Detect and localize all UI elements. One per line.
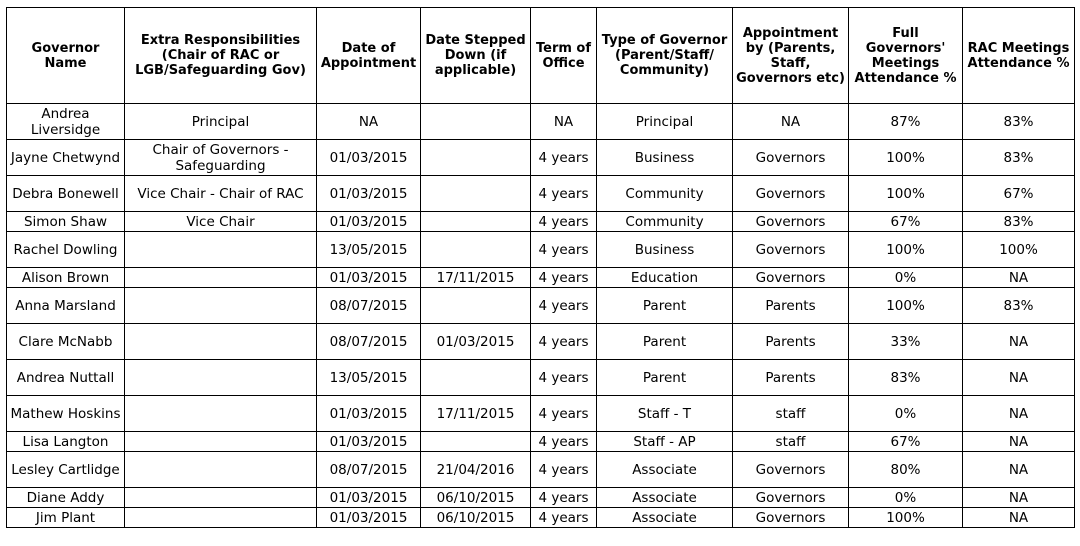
cell-appointment-by: Governors xyxy=(733,268,849,288)
cell-date-of-appointment: 01/03/2015 xyxy=(317,140,421,176)
cell-governor-name: Jayne Chetwynd xyxy=(7,140,125,176)
cell-date-stepped-down: 06/10/2015 xyxy=(421,508,531,528)
cell-date-stepped-down xyxy=(421,104,531,140)
cell-governor-name: Debra Bonewell xyxy=(7,176,125,212)
cell-full-attendance: 0% xyxy=(849,268,963,288)
cell-date-stepped-down: 17/11/2015 xyxy=(421,268,531,288)
cell-type-of-governor: Parent xyxy=(597,324,733,360)
cell-full-attendance: 83% xyxy=(849,360,963,396)
table-row xyxy=(7,212,1075,232)
table-row xyxy=(7,488,1075,508)
cell-appointment-by: Governors xyxy=(733,140,849,176)
table-row xyxy=(7,140,1075,176)
cell-type-of-governor: Parent xyxy=(597,288,733,324)
cell-appointment-by: staff xyxy=(733,432,849,452)
cell-date-stepped-down xyxy=(421,288,531,324)
cell-term-of-office: 4 years xyxy=(531,232,597,268)
table-body xyxy=(7,104,1075,528)
header-row xyxy=(7,8,1075,104)
table-row xyxy=(7,508,1075,528)
table-row xyxy=(7,396,1075,432)
cell-date-stepped-down xyxy=(421,360,531,396)
header-term-of-office: Term of Office xyxy=(531,8,597,104)
header-date-stepped-down: Date Stepped Down (if applicable) xyxy=(421,8,531,104)
cell-date-of-appointment: 01/03/2015 xyxy=(317,212,421,232)
cell-date-of-appointment: 01/03/2015 xyxy=(317,268,421,288)
table-row xyxy=(7,324,1075,360)
cell-type-of-governor: Community xyxy=(597,212,733,232)
cell-type-of-governor: Associate xyxy=(597,452,733,488)
cell-type-of-governor: Education xyxy=(597,268,733,288)
cell-rac-attendance: 67% xyxy=(963,176,1075,212)
cell-date-of-appointment: 01/03/2015 xyxy=(317,396,421,432)
cell-extra-responsibilities xyxy=(125,360,317,396)
cell-governor-name: Jim Plant xyxy=(7,508,125,528)
cell-term-of-office: 4 years xyxy=(531,288,597,324)
cell-date-of-appointment: 01/03/2015 xyxy=(317,508,421,528)
cell-extra-responsibilities xyxy=(125,432,317,452)
cell-type-of-governor: Community xyxy=(597,176,733,212)
cell-governor-name: Lesley Cartlidge xyxy=(7,452,125,488)
cell-appointment-by: Parents xyxy=(733,324,849,360)
cell-governor-name: Simon Shaw xyxy=(7,212,125,232)
cell-rac-attendance: NA xyxy=(963,452,1075,488)
header-type-of-governor: Type of Governor (Parent/Staff/ Community) xyxy=(597,8,733,104)
cell-governor-name: Andrea Nuttall xyxy=(7,360,125,396)
cell-date-stepped-down: 01/03/2015 xyxy=(421,324,531,360)
cell-term-of-office: 4 years xyxy=(531,432,597,452)
cell-term-of-office: 4 years xyxy=(531,212,597,232)
governors-table xyxy=(6,7,1075,528)
cell-appointment-by: Governors xyxy=(733,212,849,232)
cell-term-of-office: 4 years xyxy=(531,396,597,432)
table-row xyxy=(7,268,1075,288)
cell-full-attendance: 0% xyxy=(849,396,963,432)
table-row xyxy=(7,288,1075,324)
cell-extra-responsibilities: Vice Chair xyxy=(125,212,317,232)
cell-term-of-office: NA xyxy=(531,104,597,140)
cell-date-of-appointment: 08/07/2015 xyxy=(317,452,421,488)
cell-date-stepped-down: 06/10/2015 xyxy=(421,488,531,508)
table-row xyxy=(7,232,1075,268)
cell-extra-responsibilities xyxy=(125,396,317,432)
table-row xyxy=(7,452,1075,488)
table-row xyxy=(7,360,1075,396)
cell-date-stepped-down xyxy=(421,432,531,452)
cell-extra-responsibilities: Vice Chair - Chair of RAC xyxy=(125,176,317,212)
cell-extra-responsibilities: Principal xyxy=(125,104,317,140)
cell-full-attendance: 100% xyxy=(849,176,963,212)
cell-governor-name: Lisa Langton xyxy=(7,432,125,452)
cell-term-of-office: 4 years xyxy=(531,452,597,488)
header-date-of-appointment: Date of Appointment xyxy=(317,8,421,104)
cell-term-of-office: 4 years xyxy=(531,268,597,288)
cell-rac-attendance: NA xyxy=(963,488,1075,508)
cell-full-attendance: 67% xyxy=(849,432,963,452)
cell-rac-attendance: 100% xyxy=(963,232,1075,268)
cell-type-of-governor: Staff - T xyxy=(597,396,733,432)
cell-rac-attendance: NA xyxy=(963,396,1075,432)
cell-type-of-governor: Business xyxy=(597,140,733,176)
cell-date-of-appointment: 13/05/2015 xyxy=(317,360,421,396)
cell-term-of-office: 4 years xyxy=(531,360,597,396)
header-full-governors-attendance: Full Governors' Meetings Attendance % xyxy=(849,8,963,104)
cell-term-of-office: 4 years xyxy=(531,140,597,176)
cell-extra-responsibilities xyxy=(125,508,317,528)
cell-governor-name: Alison Brown xyxy=(7,268,125,288)
cell-date-stepped-down xyxy=(421,140,531,176)
cell-term-of-office: 4 years xyxy=(531,488,597,508)
cell-date-of-appointment: 01/03/2015 xyxy=(317,488,421,508)
cell-governor-name: Andrea Liversidge xyxy=(7,104,125,140)
header-rac-attendance: RAC Meetings Attendance % xyxy=(963,8,1075,104)
cell-rac-attendance: 83% xyxy=(963,104,1075,140)
cell-full-attendance: 100% xyxy=(849,232,963,268)
cell-rac-attendance: 83% xyxy=(963,212,1075,232)
cell-rac-attendance: NA xyxy=(963,324,1075,360)
cell-governor-name: Diane Addy xyxy=(7,488,125,508)
cell-type-of-governor: Associate xyxy=(597,508,733,528)
cell-appointment-by: Parents xyxy=(733,288,849,324)
cell-type-of-governor: Principal xyxy=(597,104,733,140)
cell-rac-attendance: NA xyxy=(963,360,1075,396)
cell-date-of-appointment: 13/05/2015 xyxy=(317,232,421,268)
cell-governor-name: Clare McNabb xyxy=(7,324,125,360)
cell-appointment-by: NA xyxy=(733,104,849,140)
cell-extra-responsibilities xyxy=(125,268,317,288)
table-row xyxy=(7,176,1075,212)
cell-appointment-by: Parents xyxy=(733,360,849,396)
cell-appointment-by: Governors xyxy=(733,508,849,528)
cell-type-of-governor: Staff - AP xyxy=(597,432,733,452)
cell-governor-name: Rachel Dowling xyxy=(7,232,125,268)
cell-extra-responsibilities: Chair of Governors - Safeguarding xyxy=(125,140,317,176)
cell-rac-attendance: NA xyxy=(963,432,1075,452)
cell-full-attendance: 0% xyxy=(849,488,963,508)
cell-type-of-governor: Associate xyxy=(597,488,733,508)
cell-date-stepped-down xyxy=(421,212,531,232)
cell-term-of-office: 4 years xyxy=(531,176,597,212)
cell-date-of-appointment: 08/07/2015 xyxy=(317,288,421,324)
cell-term-of-office: 4 years xyxy=(531,508,597,528)
cell-date-of-appointment: NA xyxy=(317,104,421,140)
header-appointment-by: Appointment by (Parents, Staff, Governors etc) xyxy=(733,8,849,104)
cell-type-of-governor: Business xyxy=(597,232,733,268)
cell-governor-name: Anna Marsland xyxy=(7,288,125,324)
cell-type-of-governor: Parent xyxy=(597,360,733,396)
cell-date-of-appointment: 08/07/2015 xyxy=(317,324,421,360)
cell-extra-responsibilities xyxy=(125,452,317,488)
cell-rac-attendance: 83% xyxy=(963,288,1075,324)
cell-full-attendance: 100% xyxy=(849,140,963,176)
cell-date-stepped-down xyxy=(421,176,531,212)
cell-full-attendance: 33% xyxy=(849,324,963,360)
table-row xyxy=(7,104,1075,140)
cell-extra-responsibilities xyxy=(125,288,317,324)
cell-governor-name: Mathew Hoskins xyxy=(7,396,125,432)
cell-full-attendance: 80% xyxy=(849,452,963,488)
cell-term-of-office: 4 years xyxy=(531,324,597,360)
cell-rac-attendance: NA xyxy=(963,268,1075,288)
cell-date-stepped-down: 17/11/2015 xyxy=(421,396,531,432)
cell-appointment-by: staff xyxy=(733,396,849,432)
cell-date-of-appointment: 01/03/2015 xyxy=(317,432,421,452)
cell-appointment-by: Governors xyxy=(733,232,849,268)
header-extra-responsibilities: Extra Responsibilities (Chair of RAC or LGB/Safeguarding Gov) xyxy=(125,8,317,104)
cell-date-of-appointment: 01/03/2015 xyxy=(317,176,421,212)
cell-full-attendance: 100% xyxy=(849,508,963,528)
cell-extra-responsibilities xyxy=(125,488,317,508)
cell-full-attendance: 67% xyxy=(849,212,963,232)
cell-rac-attendance: 83% xyxy=(963,140,1075,176)
cell-appointment-by: Governors xyxy=(733,488,849,508)
cell-full-attendance: 100% xyxy=(849,288,963,324)
cell-full-attendance: 87% xyxy=(849,104,963,140)
cell-appointment-by: Governors xyxy=(733,176,849,212)
cell-date-stepped-down: 21/04/2016 xyxy=(421,452,531,488)
cell-extra-responsibilities xyxy=(125,232,317,268)
cell-date-stepped-down xyxy=(421,232,531,268)
cell-rac-attendance: NA xyxy=(963,508,1075,528)
header-governor-name: Governor Name xyxy=(7,8,125,104)
table-row xyxy=(7,432,1075,452)
cell-appointment-by: Governors xyxy=(733,452,849,488)
cell-extra-responsibilities xyxy=(125,324,317,360)
